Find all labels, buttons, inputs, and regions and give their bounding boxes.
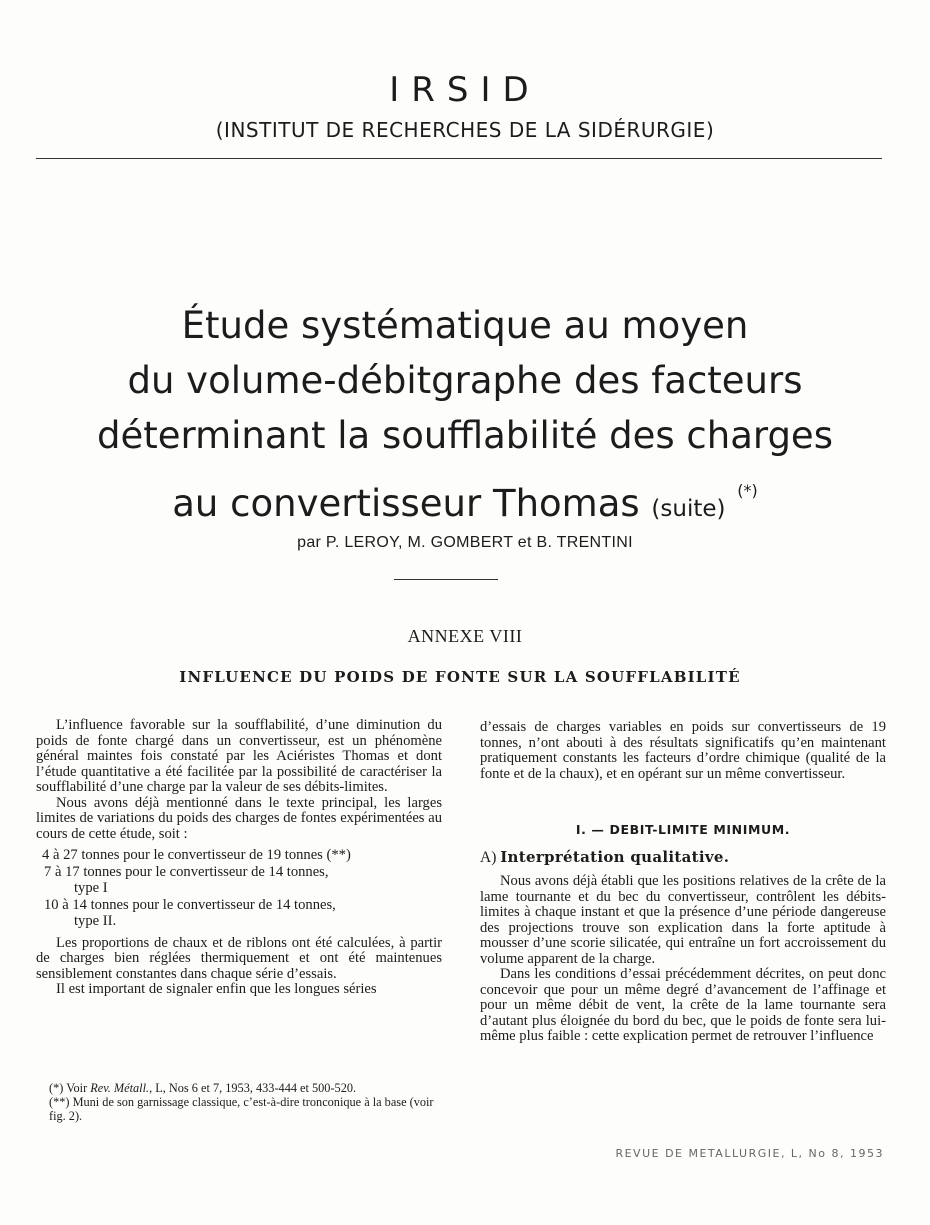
title-line-2: du volume-débitgraphe des facteurs bbox=[127, 359, 803, 402]
list-item bbox=[36, 847, 442, 864]
left-column bbox=[36, 718, 442, 998]
footnote-mark: (*) bbox=[49, 1081, 64, 1095]
section-heading: INFLUENCE DU POIDS DE FONTE SUR LA SOUFFLABILITÉ bbox=[179, 668, 741, 686]
authors-names: P. LEROY, M. GOMBERT bbox=[325, 534, 514, 551]
title-line-1: Étude systématique au moyen bbox=[181, 304, 749, 347]
list-item-text: 7 à 17 tonnes pour le convertisseur de 14 tonnes, bbox=[44, 863, 329, 880]
left-paragraph-2: Nous avons déjà mentionné dans le texte principal, les larges limites de variations du poids des charges de fontes expérimentées au cours de cette étude, soit : bbox=[36, 794, 442, 842]
right-column bbox=[480, 720, 886, 1045]
list-item-type: type I bbox=[74, 880, 108, 896]
list-item bbox=[36, 864, 442, 897]
title-line-3: déterminant la soufflabilité des charges bbox=[97, 414, 833, 457]
list-item-text: 4 à 27 tonnes pour le convertisseur de 19 tonnes (**) bbox=[42, 847, 351, 863]
subsection-heading: I. — DEBIT-LIMITE MINIMUM. bbox=[575, 822, 791, 837]
title-line-4-text: au convertisseur Thomas bbox=[172, 482, 640, 525]
footnotes bbox=[36, 1081, 446, 1123]
organization-acronym: IRSID bbox=[389, 70, 541, 110]
sub-subsection-heading bbox=[480, 847, 886, 866]
list-item-type: type II. bbox=[74, 913, 117, 929]
list-item bbox=[36, 897, 442, 930]
footnote-1 bbox=[36, 1081, 446, 1095]
right-paragraph-2: Nous avons déjà établi que les positions relatives de la crête de la lame tournante et du bec du convertisseur, contrôlent les débits-limites à chaque instant et que la présence d’une période dangereuse des projections trouve son explication dans la forte aptitude à mousser d’une scorie silicatée, qui entraîne un fort accroissement du volume apparent de la charge. bbox=[480, 873, 886, 967]
footnote-text: Muni de son garnissage classique, c’est-à-dire tronconique à la base (voir fig. 2). bbox=[49, 1095, 434, 1123]
annexe-label: ANNEXE VIII bbox=[407, 626, 523, 646]
footnote-text: , L, Nos 6 et 7, 1953, 433-444 et 500-520. bbox=[149, 1081, 357, 1095]
left-paragraph-4: Il est important de signaler enfin que les longues séries bbox=[56, 981, 377, 997]
list-item-text: 10 à 14 tonnes pour le convertisseur de 14 tonnes, bbox=[44, 896, 336, 913]
footnote-text: Voir bbox=[66, 1081, 88, 1095]
footnote-journal: Rev. Métall. bbox=[90, 1081, 150, 1095]
title-line-4 bbox=[30, 463, 900, 537]
title-suite: (suite) bbox=[651, 496, 726, 522]
sub-letter: A) bbox=[480, 848, 497, 866]
authors bbox=[0, 534, 930, 552]
authors-and: et bbox=[517, 534, 532, 551]
title-separator-rule bbox=[394, 579, 498, 580]
title-footnote-mark: (*) bbox=[737, 481, 758, 500]
header-rule bbox=[36, 158, 882, 159]
authors-last: B. TRENTINI bbox=[536, 534, 633, 551]
sub-title: Interprétation qualitative. bbox=[500, 847, 730, 866]
footnote-mark: (**) bbox=[49, 1095, 70, 1109]
tonnage-list bbox=[36, 847, 442, 930]
right-paragraph-1: d’essais de charges variables en poids sur convertisseurs de 19 tonnes, n’ont abouti à des résultats significatifs qu’en maintenant pratiquement constants les facteurs d’ordre chimique (qualité de la fonte et de la chaux), et en opérant sur un même convertisseur. bbox=[480, 719, 886, 782]
journal-reference: REVUE DE METALLURGIE, L, No 8, 1953 bbox=[615, 1147, 884, 1160]
article-title bbox=[30, 298, 900, 537]
authors-prefix: par bbox=[297, 534, 322, 551]
right-paragraph-3: Dans les conditions d’essai précédemment décrites, on peut donc concevoir que pour un même degré d’avancement de l’affinage et pour un même débit de vent, la crête de la lame tournante sera d’autant plus éloignée du bord du bec, que le poids de fonte sera lui-même plus faible : cette explication permet de retrouver l’influence bbox=[480, 966, 886, 1044]
footnote-2 bbox=[36, 1095, 446, 1123]
organization-full-name: (INSTITUT DE RECHERCHES DE LA SIDÉRURGIE) bbox=[215, 118, 715, 142]
left-paragraph-3: Les proportions de chaux et de riblons ont été calculées, à partir de charges bien réglées thermiquement et ont été maintenues sensiblement constantes dans chaque série d’essais. bbox=[36, 934, 442, 982]
left-paragraph-1: L’influence favorable sur la soufflabilité, d’une diminution du poids de fonte chargé dans un convertisseur, est un phénomène général maintes fois constaté par les Aciéristes Thomas et dont l’étude quantitative a été facilitée par la possibilité de caractériser la soufflabilité d’une charge par la valeur de ses débits-limites. bbox=[36, 717, 442, 795]
